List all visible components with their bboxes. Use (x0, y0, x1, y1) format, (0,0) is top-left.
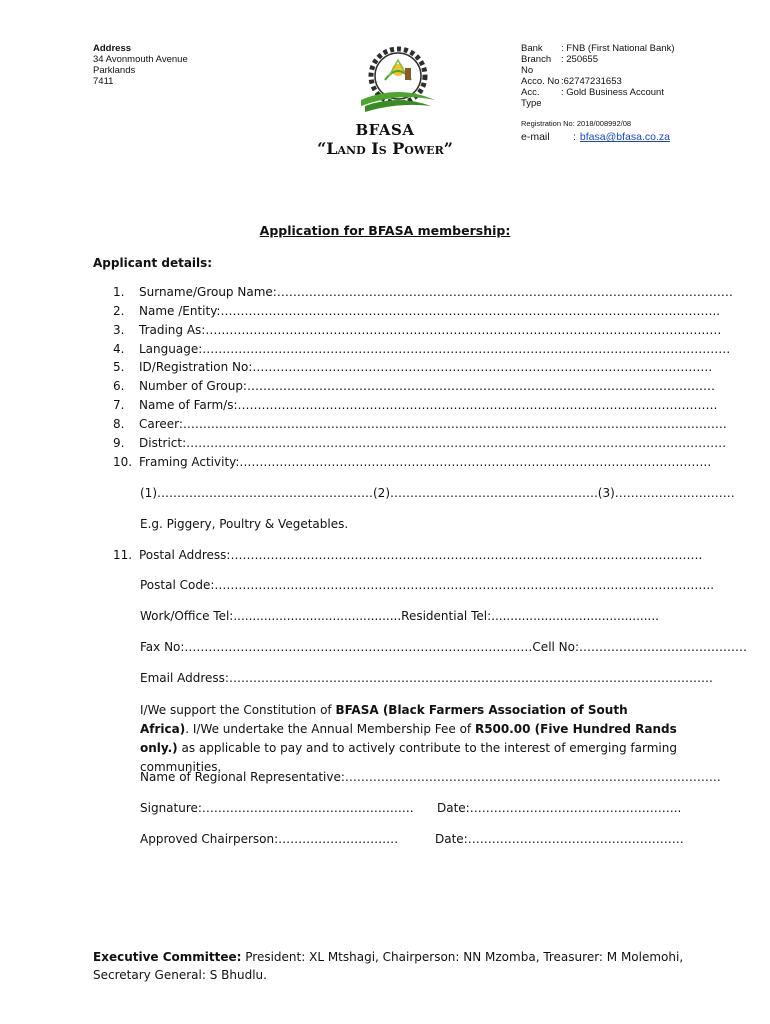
item-number: 5. (113, 360, 125, 374)
email-link[interactable]: bfasa@bfasa.co.za (579, 131, 670, 143)
field-work-residential-tel[interactable]: Work/Office Tel:............................................Residential Tel:............................................ (140, 609, 659, 623)
field-language[interactable] (113, 342, 731, 356)
field-label: ID/Registration No:……………………………………………………………………………………………………. (139, 360, 713, 374)
address-line: Parklands (93, 65, 136, 76)
declaration-bold: BFASA (Black Farmers Association of South Africa) (140, 703, 628, 736)
field-date-approval[interactable]: Date:……………………………………………… (435, 832, 684, 846)
field-label: District:……………………………………………………………………………………………………………………… (139, 436, 727, 450)
item-number: 9. (113, 436, 125, 450)
field-label: Postal Address:………………………………………………………………………………………………………. (139, 548, 703, 562)
item-number: 7. (113, 398, 125, 412)
activity-options-line[interactable]: (1)………………………………………………(2)…………………………………………….(3)………………………… (140, 486, 735, 500)
bank-value: : FNB (First National Bank) (561, 43, 675, 54)
activity-example: E.g. Piggery, Poultry & Vegetables. (140, 517, 349, 531)
org-motto: “Land Is Power” (317, 139, 453, 158)
field-fax-cell[interactable]: Fax No:……………………………………………………………………………Cell No:…………………………………… (140, 640, 748, 654)
field-career[interactable] (113, 417, 727, 431)
bank-row (521, 54, 761, 76)
field-surname[interactable] (113, 285, 733, 299)
bank-key: Acc. Type (521, 87, 542, 109)
item-number: 3. (113, 323, 125, 337)
field-name-entity[interactable] (113, 304, 721, 318)
field-label: Surname/Group Name:…………………………………………………………………………………………………… (139, 285, 733, 299)
footer-label: Executive Committee: (93, 950, 242, 964)
field-district[interactable] (113, 436, 727, 450)
bank-value: :62747231653 (561, 76, 622, 87)
declaration-paragraph (140, 701, 680, 777)
logo-icon (355, 40, 441, 118)
declaration-text: as applicable to pay and to actively contribute to the interest of emerging farming communities. (140, 741, 677, 774)
declaration-text: I/We support the Constitution of (140, 703, 336, 717)
bank-key: Acco. No (521, 76, 560, 87)
address-line: 34 Avonmouth Avenue (93, 54, 188, 65)
item-number: 10. (113, 455, 133, 469)
bank-key: Branch No (521, 54, 552, 76)
item-number: 8. (113, 417, 125, 431)
email-row: e-mail : bfasa@bfasa.co.za (521, 131, 670, 143)
field-label: Name of Farm/s:………………………………………………………………………………………………………… (139, 398, 718, 412)
section-heading: Applicant details: (93, 256, 213, 270)
field-signature[interactable]: Signature:…………………………………………….. (140, 801, 414, 815)
field-number-of-group[interactable] (113, 379, 715, 393)
field-farm-name[interactable] (113, 398, 718, 412)
footer-text: President: XL Mtshagi, Chairperson: NN Mzomba, Treasurer: M Molemohi, Secretary General: S Bhudlu. (93, 950, 684, 982)
field-label: Number of Group:……………………………………………………………………………………………………… (139, 379, 715, 393)
field-label: Framing Activity:………………………………………………………………………………………………………. (139, 455, 712, 469)
field-id-registration[interactable] (113, 360, 713, 374)
declaration-text: . I/We undertake the Annual Membership Fee of (185, 722, 475, 736)
field-label: Name /Entity:…………………………………………………………………………………………………………….. (139, 304, 721, 318)
field-trading-as[interactable] (113, 323, 722, 337)
bank-value: : 250655 (561, 54, 598, 65)
field-label: Career:………………………………………………………………………………………………………………………. (139, 417, 727, 431)
org-name: BFASA (355, 121, 415, 139)
address-heading: Address (93, 43, 132, 54)
field-postal-code[interactable]: Postal Code:…………………………………………………………………………………………………………….. (140, 578, 715, 592)
field-regional-representative[interactable]: Name of Regional Representative:…………………………………………………………………………………. (140, 770, 721, 784)
bank-details (521, 43, 761, 143)
bank-row (521, 76, 761, 87)
item-number: 6. (113, 379, 125, 393)
bank-key: Bank (521, 43, 543, 54)
item-number: 4. (113, 342, 125, 356)
item-number: 11. (113, 548, 133, 562)
registration-number: Registration No: 2018/008992/08 (521, 119, 632, 128)
bank-row (521, 43, 761, 54)
executive-committee (93, 948, 693, 984)
field-farming-activity[interactable] (113, 455, 712, 469)
bank-row (521, 87, 761, 109)
address-line: 7411 (93, 76, 114, 87)
email-label: e-mail (521, 131, 550, 143)
field-label: Trading As:………………………………………………………………………………………………………………… (139, 323, 722, 337)
field-email-address[interactable]: Email Address:…………………………………………………………………………………………………………. (140, 671, 713, 685)
item-number: 1. (113, 285, 125, 299)
field-approved-chairperson[interactable]: Approved Chairperson:………………………… (140, 832, 399, 846)
declaration-bold: R500.00 (Five Hundred Rands only.) (140, 722, 677, 755)
field-postal-address[interactable] (113, 548, 703, 562)
bfasa-logo (355, 40, 441, 118)
field-label: Language:…………………………………………………………………………………………………………………… (139, 342, 731, 356)
item-number: 2. (113, 304, 125, 318)
field-date-signature[interactable]: Date:…………………………………………….. (437, 801, 682, 815)
bank-value: : Gold Business Account (561, 87, 664, 98)
address-block (93, 43, 188, 87)
form-title: Application for BFASA membership: (259, 223, 511, 238)
